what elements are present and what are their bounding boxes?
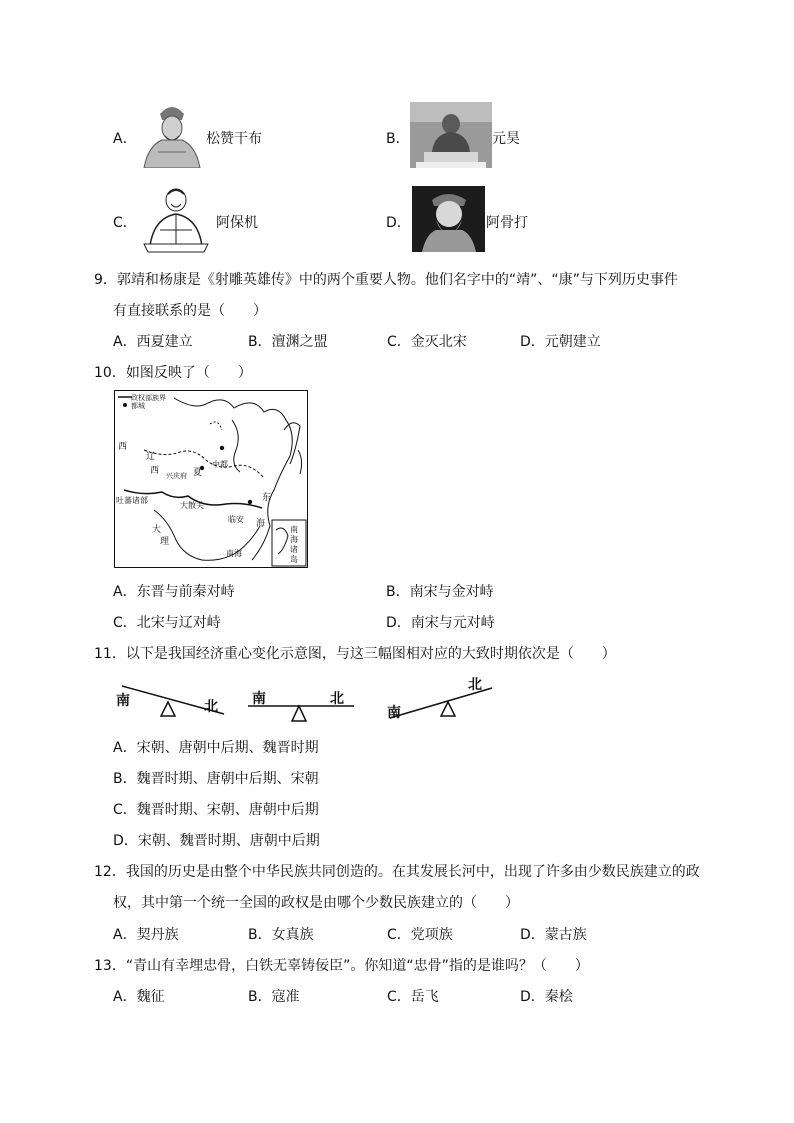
map-legend-capital: 都城 xyxy=(131,402,145,410)
q9-option-a: A．西夏建立 xyxy=(113,334,193,350)
q8-option-b-letter: B． xyxy=(386,131,410,147)
portrait-songtsen-icon xyxy=(138,100,206,168)
q8-option-d-caption: 阿骨打 xyxy=(486,215,528,231)
q10-option-a: A．东晋与前秦对峙 xyxy=(113,584,235,600)
map-label-inset-nan: 南 xyxy=(290,525,298,534)
q9-option-c: C．金灭北宋 xyxy=(387,334,467,350)
q10-stem: 10．如图反映了（ ） xyxy=(94,365,252,381)
map-label-inset-hai: 海 xyxy=(290,535,298,544)
q10-option-b: B．南宋与金对峙 xyxy=(386,584,494,600)
q9-stem-line1: 9．郭靖和杨康是《射雕英雄传》中的两个重要人物。他们名字中的“靖”、“康”与下列历史事件 xyxy=(94,272,678,288)
map-label-linan: 临安 xyxy=(228,515,244,524)
scale3-north: 北 xyxy=(468,677,482,693)
q11-stem: 11．以下是我国经济重心变化示意图，与这三幅图相对应的大致时期依次是（ ） xyxy=(94,646,616,662)
q12-option-a: A．契丹族 xyxy=(113,927,179,943)
map-label-dong: 东 xyxy=(262,493,272,503)
q11-option-b: B．魏晋时期、唐朝中后期、宋朝 xyxy=(113,771,319,787)
statue-yuanhao-icon xyxy=(410,102,492,168)
q8-option-c-caption: 阿保机 xyxy=(216,215,258,231)
q13-option-d: D．秦桧 xyxy=(520,989,573,1005)
q8-option-a-letter: A． xyxy=(113,131,137,147)
q10-option-c: C．北宋与辽对峙 xyxy=(113,615,221,631)
q9-option-b: B．澶渊之盟 xyxy=(248,334,328,350)
map-label-xi1: 西 xyxy=(118,442,128,452)
q11-option-d: D．宋朝、魏晋时期、唐朝中后期 xyxy=(113,833,320,849)
map-label-zhongdu: 中都 xyxy=(212,460,228,469)
map-label-inset-dao: 岛 xyxy=(290,555,298,564)
q8-option-d-letter: D． xyxy=(386,215,411,231)
map-label-xingqingfu: 兴庆府 xyxy=(166,472,187,480)
q8-option-c-letter: C． xyxy=(113,215,137,231)
map-label-hai: 海 xyxy=(256,519,266,529)
portrait-aguda-icon xyxy=(412,186,485,252)
map-label-li: 理 xyxy=(160,537,170,547)
map-label-dasanguan: 大散关 xyxy=(180,501,204,510)
q12-stem-line2: 权，其中第一个统一全国的政权是由哪个少数民族建立的（ ） xyxy=(113,895,519,911)
q13-stem: 13．“青山有幸埋忠骨，白铁无辜铸佞臣”。你知道“忠骨”指的是谁吗？（ ） xyxy=(94,958,589,974)
map-label-da: 大 xyxy=(152,525,162,535)
q8-option-b-caption: 元昊 xyxy=(492,131,520,147)
q10-option-d: D．南宋与元对峙 xyxy=(386,615,495,631)
q12-option-b: B．女真族 xyxy=(248,927,314,943)
map-label-nanhai: 南海 xyxy=(226,549,242,558)
q11-option-a: A．宋朝、唐朝中后期、魏晋时期 xyxy=(113,740,319,756)
q11-option-c: C．魏晋时期、宋朝、唐朝中后期 xyxy=(113,802,319,818)
q13-option-b: B．寇准 xyxy=(248,989,300,1005)
map-legend-border: 政权部族界 xyxy=(131,394,166,402)
scale2-south: 南 xyxy=(252,691,266,707)
map-label-liao: 辽 xyxy=(146,452,156,462)
q13-option-a: A．魏征 xyxy=(113,989,165,1005)
scale1-south: 南 xyxy=(116,693,130,709)
portrait-abaoji-icon xyxy=(138,186,214,254)
q13-option-c: C．岳飞 xyxy=(387,989,439,1005)
scale3-south: 南 xyxy=(387,705,401,721)
q9-option-d: D．元朝建立 xyxy=(520,334,601,350)
q12-option-d: D．蒙古族 xyxy=(520,927,587,943)
q12-stem-line1: 12．我国的历史是由整个中华民族共同创造的。在其发展长河中，出现了许多由少数民族建立的政 xyxy=(94,864,700,880)
q8-option-a-caption: 松赞干布 xyxy=(206,131,262,147)
map-label-xia: 夏 xyxy=(193,468,203,478)
q9-stem-line2: 有直接联系的是（ ） xyxy=(113,303,267,319)
map-label-tubo: 吐蕃诸部 xyxy=(116,496,148,505)
scale2-north: 北 xyxy=(330,691,344,707)
map-label-xi2: 西 xyxy=(150,466,160,476)
map-label-inset-zhu: 诸 xyxy=(290,545,298,554)
q12-option-c: C．党项族 xyxy=(387,927,453,943)
scale1-north: 北 xyxy=(204,699,218,715)
song-jin-map xyxy=(114,390,308,568)
